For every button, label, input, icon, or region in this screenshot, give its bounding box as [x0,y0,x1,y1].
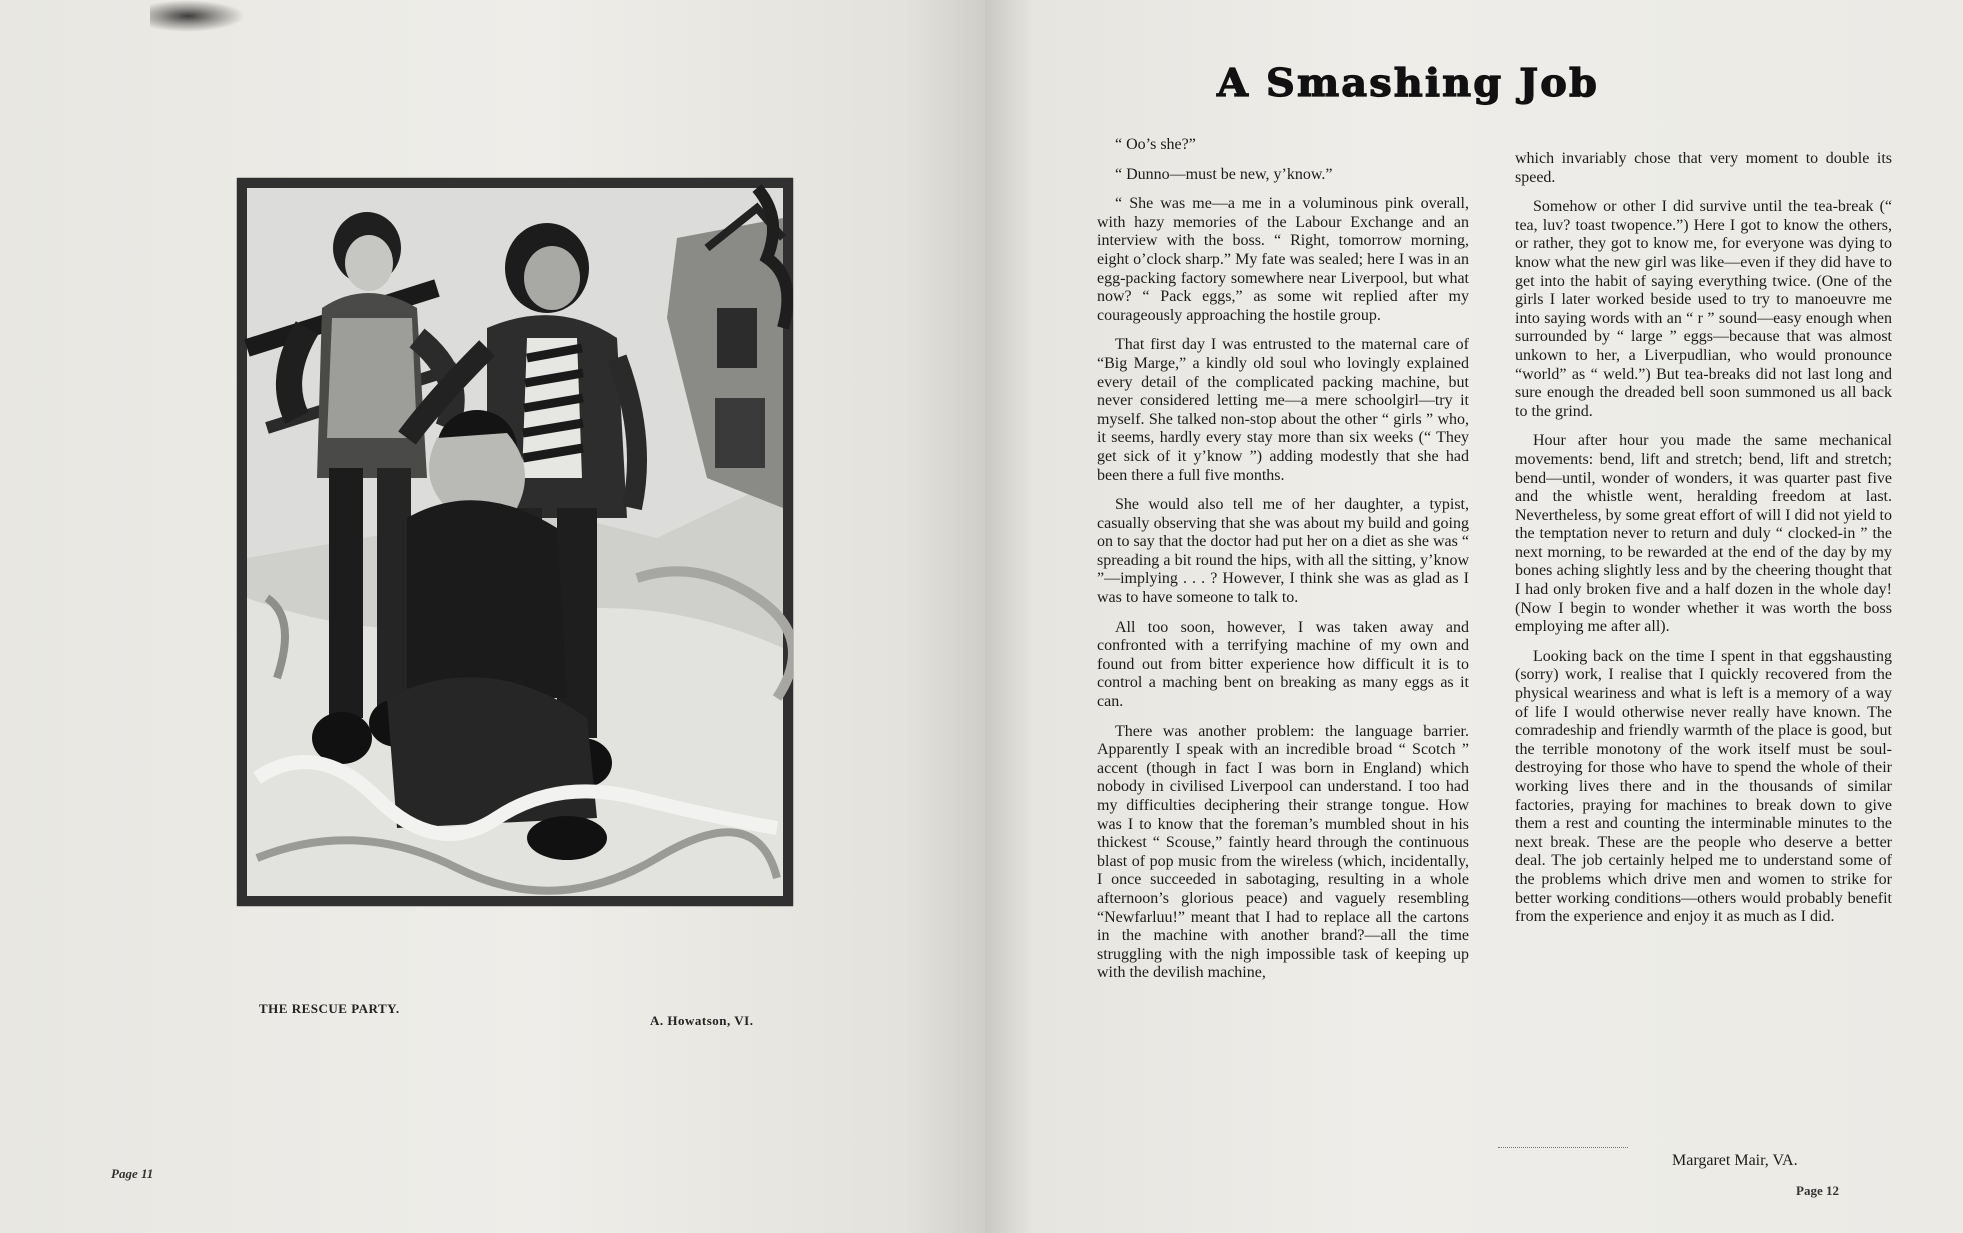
painting-illustration [237,178,793,906]
author-signature: Margaret Mair, VA. [1672,1152,1798,1169]
article-title: A Smashing Job [1217,60,1599,105]
artist-credit: A. Howatson, VI. [650,1013,754,1028]
paragraph: Hour after hour you made the same mechanical movements: bend, lift and stretch; bend, lift and stretch; bend—until, wonder of wonders, it was quarter past five and the whistle went, heralding freedom at last. Nevertheless, by some great effort of will I did not yield to the temptation never to return and duly “ clocked-in ” the next morning, to be rewarded at the end of the day by my bones aching slightly less and by the cheering thought that I had only broken five and a half dozen in the whole day! (Now I begin to wonder whether it was worth the boss employing me after all). [1515,432,1892,636]
paragraph: All too soon, however, I was taken away and confronted with a terrifying machine of my own and found out from bitter experience how difficult it is to control a maching bent on breaking as many eggs as it can. [1097,618,1469,711]
paragraph: “ She was me—a me in a voluminous pink overall, with hazy memories of the Labour Exchange and an interview with the boss. “ Right, tomorrow morning, eight o’clock sharp.” My fate was sealed; here I was in an egg-packing factory somewhere near Liverpool, but what now? “ Pack eggs,” as some wit replied after my courageously approaching the hostile group. [1097,195,1469,324]
article-column-1 [1097,136,1469,994]
page-number-left: Page 11 [111,1166,154,1181]
paragraph: “ Dunno—must be new, y’know.” [1115,165,1333,183]
paragraph: That first day I was entrusted to the maternal care of “Big Marge,” a kindly old soul who lovingly explained every detail of the complicated packing machine, but never considered letting me—a mere schoolgirl—try it myself. She talked non-stop about the other “ girls ” who, it seems, hardly every stay more than six weeks (“ They get sick of it y’know ”) adding modestly that she had been there a full five months. [1097,336,1469,484]
paragraph: “ Oo’s she?” [1115,136,1196,153]
article-column-2 [1515,150,1892,938]
signature-divider [1498,1147,1628,1148]
rescue-party-painting [237,178,793,906]
artwork-caption: THE RESCUE PARTY. [259,1001,400,1016]
paragraph: Somehow or other I did survive until the tea-break (“ tea, luv? toast twopence.”) Here I got to know the others, or rather, they got to know me, for everyone was dying to know what the new girl was like—even if they did have to get into the habit of saying everything twice. (One of the girls I later worked beside used to try to manoeuvre me into saying words with an “ r ” sound—easy enough when surrounded by “ large ” eggs—because that was almost unkown to her, a Liverpudlian, who would pronounce “world” as “ weld.”) But tea-breaks did not last long and sure enough the dreaded bell soon summoned us all back to the grind. [1515,198,1892,420]
paragraph: There was another problem: the language barrier. Apparently I speak with an incredible broad “ Scotch ” accent (though in fact I was born in England) which nobody in civilised Liverpool can understand. I too had my difficulties deciphering their strange tongue. How was I to know that the foreman’s mumbled shout in his thickest “ Scouse,” faintly heard through the continuous blast of pop music from the wireless (which, incidentally, I once succeeded in sabotaging, resulting in a whole afternoon’s glorious peace) and vaguely resembling “Newfarluu!” meant that I had to replace all the cartons in the machine with another brand?—all the time struggling with the nigh impossible task of keeping up with the devilish machine, [1097,722,1469,982]
paragraph: which invariably chose that very moment to double its speed. [1515,150,1892,186]
page-number-right: Page 12 [1796,1183,1839,1198]
paragraph: Looking back on the time I spent in that eggshausting (sorry) work, I realise that I quickly recovered from the physical weariness and what is left is a memory of a way of life I would otherwise never really have known. The comradeship and friendly warmth of the place is good, but the terrible monotony of the work itself must be soul-destroying for those who have to spend the whole of their working lives there and in the thousands of similar factories, praying for machines to break down to give them a rest and counting the interminable minutes to the next break. These are the people who deserve a better deal. The job certainly helped me to understand some of the problems which drive men and women to strike for better working conditions—others would probably benefit from the experience and enjoy it as much as I did. [1515,647,1892,926]
right-page [985,0,1963,1233]
ink-smudge [150,0,245,32]
paragraph: She would also tell me of her daughter, a typist, casually observing that she was about my build and going on to say that the doctor had put her on a diet as she was “ spreading a bit round the hips, with all the sitting, y’know ”—implying . . . ? However, I think she was as glad as I was to have someone to talk to. [1097,496,1469,607]
